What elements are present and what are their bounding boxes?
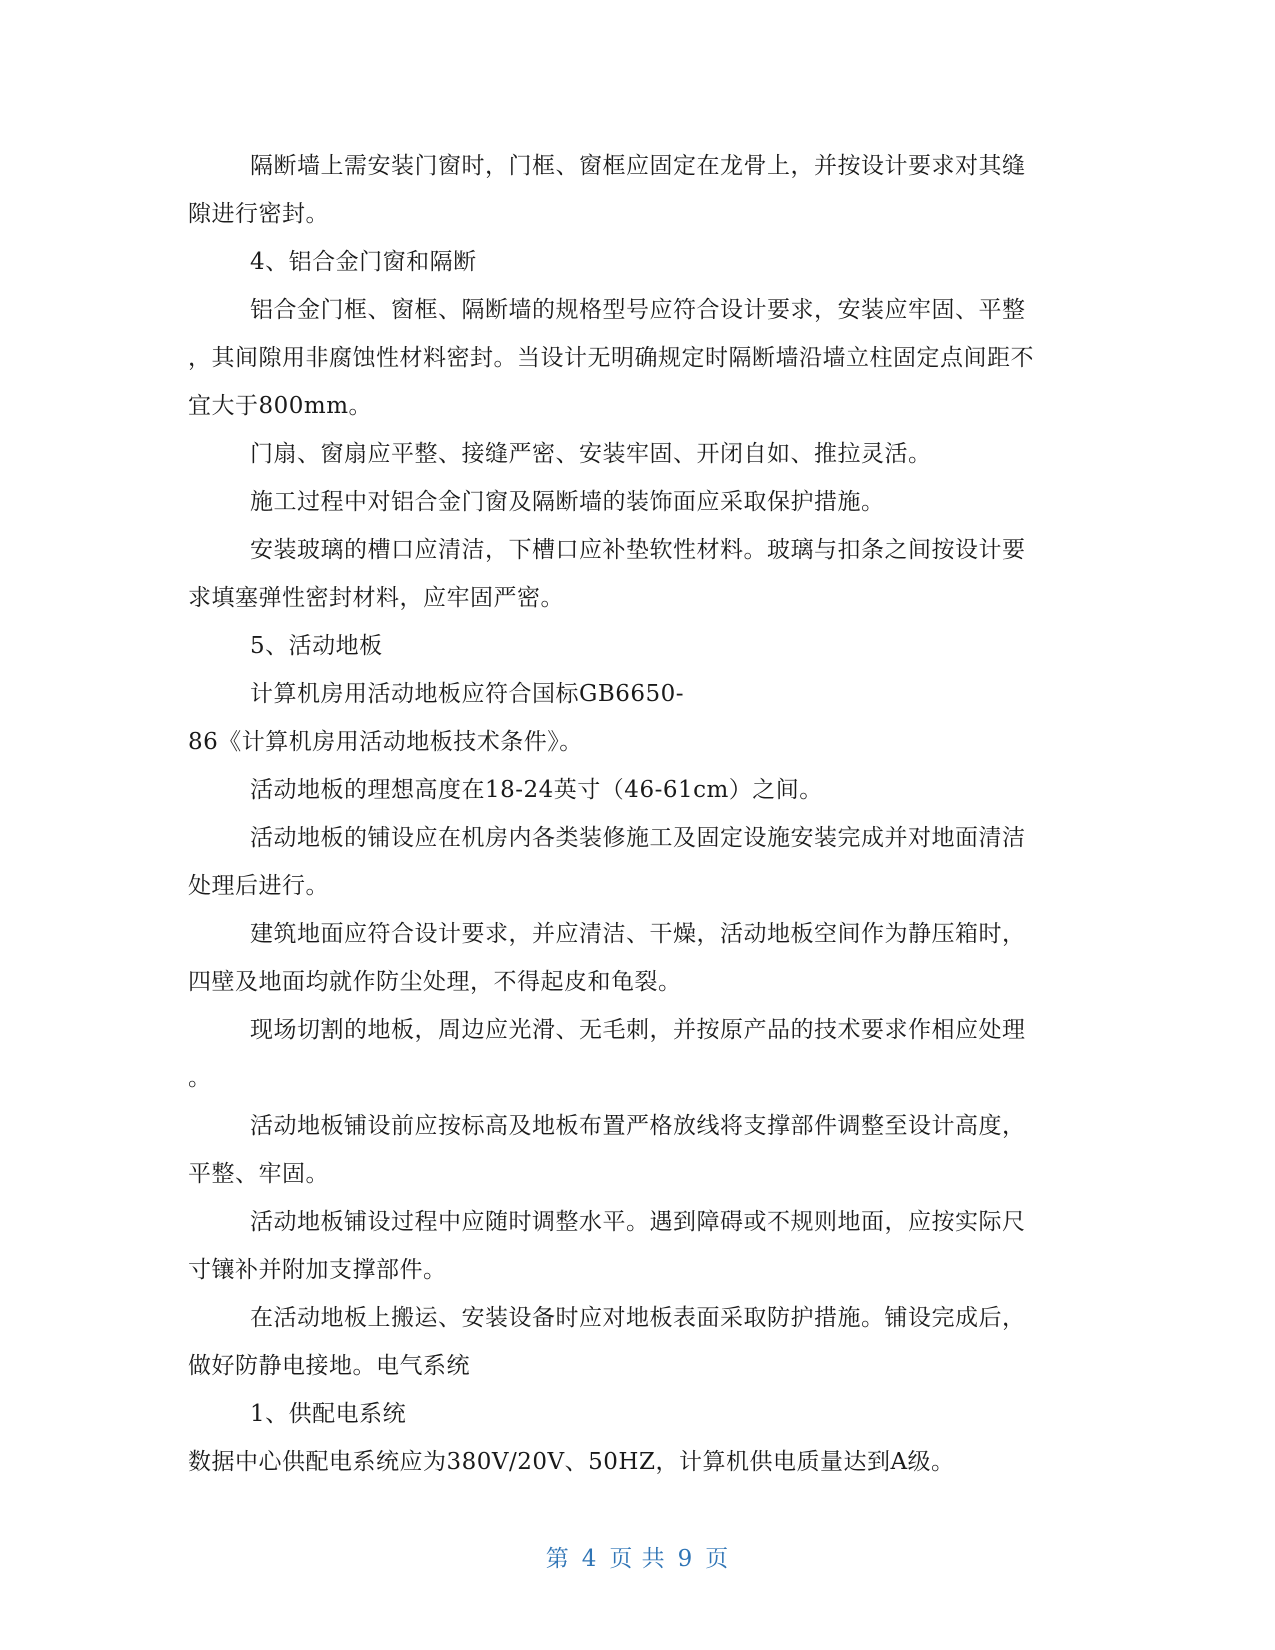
text-line: 隙进行密封。 — [188, 201, 329, 227]
text-line: 现场切割的地板，周边应光滑、无毛刺，并按原产品的技术要求作相应处理 — [250, 1017, 1026, 1043]
text-line: 平整、牢固。 — [188, 1161, 329, 1187]
footer-total-pages: 9 — [677, 1546, 694, 1572]
text-line: 隔断墙上需安装门窗时，门框、窗框应固定在龙骨上，并按设计要求对其缝 — [250, 153, 1026, 179]
text-line: 四壁及地面均就作防尘处理，不得起皮和龟裂。 — [188, 969, 682, 995]
text-line: 86《计算机房用活动地板技术条件》。 — [188, 729, 583, 755]
text-line: 活动地板的理想高度在18-24英寸（46-61cm）之间。 — [250, 777, 823, 803]
text-line: 活动地板铺设前应按标高及地板布置严格放线将支撑部件调整至设计高度， — [250, 1113, 1026, 1139]
text-line: 数据中心供配电系统应为380V/20V、50HZ，计算机供电质量达到A级。 — [188, 1449, 955, 1475]
text-line: 4、铝合金门窗和隔断 — [250, 249, 477, 275]
footer-suffix: 页 — [705, 1546, 730, 1572]
document-body — [188, 142, 1088, 1486]
text-line: 宜大于800mm。 — [188, 393, 373, 419]
text-line: 。 — [188, 1065, 212, 1091]
footer-middle: 页 共 — [609, 1546, 666, 1572]
text-line: ，其间隙用非腐蚀性材料密封。当设计无明确规定时隔断墙沿墙立柱固定点间距不 — [188, 345, 1034, 371]
page-footer — [0, 1540, 1275, 1573]
text-line: 做好防静电接地。电气系统 — [188, 1353, 470, 1379]
text-line: 活动地板的铺设应在机房内各类装修施工及固定设施安装完成并对地面清洁 — [250, 825, 1026, 851]
text-line: 处理后进行。 — [188, 873, 329, 899]
text-line: 施工过程中对铝合金门窗及隔断墙的装饰面应采取保护措施。 — [250, 489, 885, 515]
text-line: 5、活动地板 — [250, 633, 383, 659]
text-line: 铝合金门框、窗框、隔断墙的规格型号应符合设计要求，安装应牢固、平整 — [250, 297, 1026, 323]
footer-page-number: 4 — [581, 1546, 598, 1572]
text-line: 在活动地板上搬运、安装设备时应对地板表面采取防护措施。铺设完成后， — [250, 1305, 1026, 1331]
text-line: 门扇、窗扇应平整、接缝严密、安装牢固、开闭自如、推拉灵活。 — [250, 441, 932, 467]
footer-prefix: 第 — [545, 1546, 570, 1572]
text-line: 计算机房用活动地板应符合国标GB6650- — [250, 681, 685, 707]
text-line: 建筑地面应符合设计要求，并应清洁、干燥，活动地板空间作为静压箱时， — [250, 921, 1026, 947]
text-line: 1、供配电系统 — [250, 1401, 407, 1427]
text-line: 寸镶补并附加支撑部件。 — [188, 1257, 447, 1283]
text-line: 安装玻璃的槽口应清洁，下槽口应补垫软性材料。玻璃与扣条之间按设计要 — [250, 537, 1026, 563]
text-line: 求填塞弹性密封材料，应牢固严密。 — [188, 585, 564, 611]
text-line: 活动地板铺设过程中应随时调整水平。遇到障碍或不规则地面，应按实际尺 — [250, 1209, 1026, 1235]
